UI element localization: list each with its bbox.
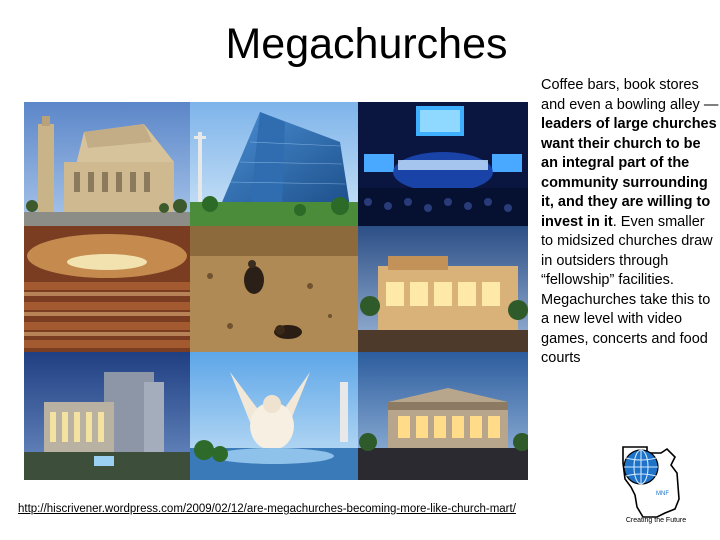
logo-badge-text: MNF bbox=[656, 491, 669, 497]
photo-glass-cathedral bbox=[190, 102, 358, 226]
logo-caption: Creating the Future bbox=[625, 517, 687, 524]
photo-statue bbox=[190, 352, 358, 480]
body-text-emphasis: leaders of large churches want their church to be an integral part of the community surrounding it, and they are willing to invest in it bbox=[541, 116, 717, 230]
slide-body-text bbox=[541, 76, 719, 369]
photo-concert-stage bbox=[358, 102, 528, 226]
body-text-part-2: . Even smaller to midsized churches draw in outsiders through “fellowship” facilities. Megachurches take this to a new level with video games, concerts and food courts bbox=[541, 213, 713, 366]
source-link[interactable]: http://hiscrivener.wordpress.com/2009/02/12/are-megachurches-becoming-more-like-church-mart/ bbox=[18, 503, 516, 515]
slide-title: Megachurches bbox=[225, 20, 508, 68]
body-text-part-1: Coffee bars, book stores and even a bowling alley — bbox=[541, 77, 719, 113]
megachurch-photo-collage bbox=[24, 102, 528, 480]
photo-vulture-field bbox=[190, 226, 358, 352]
photo-cathedral bbox=[24, 102, 190, 226]
photo-modern-campus bbox=[24, 352, 190, 480]
photo-arena-audience bbox=[24, 226, 190, 352]
photo-night-facility bbox=[358, 226, 528, 352]
photo-dusk-building bbox=[358, 352, 528, 480]
